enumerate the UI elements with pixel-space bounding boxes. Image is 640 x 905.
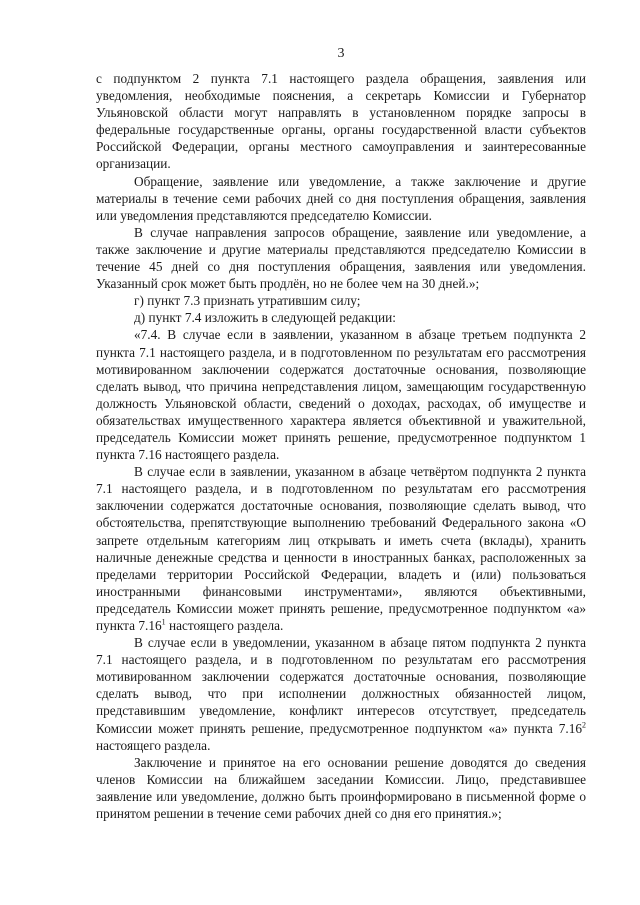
- paragraph-text: В случае направления запросов обращение, заявление или уведомление, а также заключение и другие материалы представляются председателю Комиссии в течение 45 дней со дня поступления обращения, заявления или уведомления. Указанный срок может быть продлён, но не более чем на 30 дней.»;: [96, 224, 586, 292]
- paragraph-conflict-of-interest: [96, 634, 586, 754]
- paragraph-text: В случае если в заявлении, указанном в абзаце четвёртом подпункта 2 пункта 7.1 настоящего раздела, и в подготовленном по результатам его рассмотрения заключении содержатся достаточные основания, позволяющие сделать вывод, что обстоятельства, препятствующие выполнению требований Федерального закона «О запрете отдельным категориям лиц открывать и иметь счета (вклады), хранить наличные денежные средства и ценности в иностранных банках, расположенных за пределами территории Российской Федерации, владеть и (или) пользоваться иностранными финансовыми инструментами», являются объективными, председатель Комиссии может принять решение, предусмотренное подпунктом «а» пункта 7.16: [96, 464, 586, 633]
- paragraph-text: д) пункт 7.4 изложить в следующей редакции:: [134, 310, 396, 326]
- footnote-superscript: 2: [582, 720, 586, 730]
- paragraph-text-tail: настоящего раздела.: [165, 618, 284, 633]
- paragraph-text: г) пункт 7.3 признать утратившим силу;: [134, 293, 361, 309]
- paragraph-queries-authority: [96, 70, 586, 173]
- paragraph-text: с подпунктом 2 пункта 7.1 настоящего раздела обращения, заявления или уведомления, необходимые пояснения, а секретарь Комиссии и Губернатор Ульяновской области могут направлять в установленном порядке запросы в федеральные государственные органы, органы государственной власти субъектов Российской Федерации, органы местного самоуправления и заинтересованные организации.: [96, 71, 586, 172]
- paragraph-queries-deadline: [96, 224, 586, 292]
- paragraph-text: «7.4. В случае если в заявлении, указанном в абзаце третьем подпункта 2 пункта 7.1 настоящего раздела, и в подготовленном по результатам его рассмотрения мотивированном заключении содержатся достаточные основания, позволяющие сделать вывод, что причина непредставления лицом, замещающим государственную должность Ульяновской области, сведений о доходах, расходах, об имуществе и обязательствах имущественного характера является объективной и уважительной, председатель Комиссии может принять решение, предусмотренное подпунктом 1 пункта 7.16 настоящего раздела.: [96, 327, 586, 463]
- paragraph-text: В случае если в уведомлении, указанном в абзаце пятом подпункта 2 пункта 7.1 настоящего раздела, и в подготовленном по результатам его рассмотрения мотивированном заключении содержатся достаточные основания, позволяющие сделать вывод, что при исполнении должностных обязанностей лицом, представившим уведомление, конфликт интересов отсутствует, председатель Комиссии может принять решение, предусмотренное подпунктом «а» пункта 7.16: [96, 635, 586, 736]
- paragraph-decision-notice: [96, 754, 586, 822]
- list-item-g: [96, 292, 586, 309]
- paragraph-foreign-accounts: [96, 463, 586, 634]
- list-item-d: [96, 309, 586, 326]
- paragraph-text-tail: настоящего раздела.: [96, 737, 211, 753]
- page-number: 3: [337, 46, 345, 61]
- paragraph-7-4: [96, 326, 586, 463]
- paragraph-materials-deadline: [96, 173, 586, 224]
- paragraph-text: Заключение и принятое на его основании решение доводятся до сведения членов Комиссии на ближайшем заседании Комиссии. Лицо, представившее заявление или уведомление, должно быть проинформировано в письменной форме о принятом решении в течение семи рабочих дней со дня его принятия.»;: [96, 754, 586, 822]
- paragraph-text: Обращение, заявление или уведомление, а также заключение и другие материалы в течение семи рабочих дней со дня поступления обращения, заявления или уведомления представляются председателю Комиссии.: [96, 173, 586, 223]
- footnote-superscript: 1: [161, 617, 166, 627]
